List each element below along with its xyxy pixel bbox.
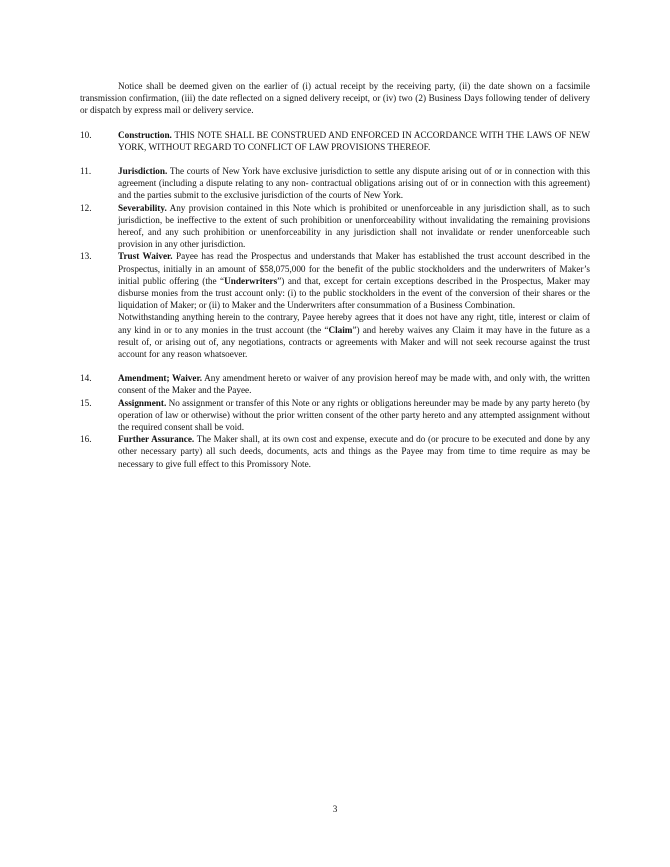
section-10-construction xyxy=(80,129,590,153)
section-number: 14. xyxy=(80,373,92,384)
section-text: Any amendment hereto or waiver of any provision hereof may be made with, and only with, the written consent of the Maker and the Payee. xyxy=(118,373,590,396)
section-number: 10. xyxy=(80,129,92,140)
section-number: 16. xyxy=(80,434,92,445)
section-number: 13. xyxy=(80,251,92,262)
section-heading: Further Assurance. xyxy=(118,434,195,445)
section-text: Any provision contained in this Note which is prohibited or unenforceable in any jurisdiction shall, as to such jurisdiction, be ineffective to the extent of such prohibition or unenforceability without invalidating the remaining provisions hereof, and any such prohibition or unenforceability in any jurisdiction shall not invalidate or render unenforceable such provision in any other jurisdiction. xyxy=(118,202,590,250)
section-heading: Amendment; Waiver. xyxy=(118,373,202,384)
document-page xyxy=(80,80,590,470)
section-14-amendment-waiver xyxy=(80,372,590,396)
section-heading: Assignment. xyxy=(118,397,167,408)
section-text: The Maker shall, at its own cost and expense, execute and do (or procure to be executed and done by any other necessary party) all such deeds, documents, acts and things as the Payee may from time to time require as may be necessary to give full effect to this Promissory Note. xyxy=(118,434,590,469)
page-number: 3 xyxy=(332,804,338,814)
section-text: The courts of New York have exclusive jurisdiction to settle any dispute arising out of or in connection with this agreement (including a dispute relating to any non- contractual obligations arising out of or in connection with this agreement) and the parties submit to the exclusive jurisdiction of the courts of New York. xyxy=(118,166,590,201)
trust-waiver-paragraph-2: Notwithstanding anything herein to the contrary, Payee hereby agrees that it does not have any right, title, interest or claim of any kind in or to any monies in the trust account (the “Claim”) and hereby waives any Claim it may have in the future as a result of, or arising out of, any negotiations, contracts or agreements with Maker and will not seek recourse against the trust account for any reason whatsoever. xyxy=(118,312,591,360)
section-number: 15. xyxy=(80,397,92,408)
section-heading: Severability. xyxy=(118,202,167,213)
section-heading: Construction. xyxy=(118,129,172,140)
section-12-severability xyxy=(80,202,590,251)
section-text: No assignment or transfer of this Note or any rights or obligations hereunder may be made by any party hereto (by operation of law or otherwise) without the prior written consent of the other party hereto and any attempted assignment without the required consent shall be void. xyxy=(118,397,591,433)
defined-term-underwriters: Underwriters xyxy=(224,275,278,286)
section-number: 11. xyxy=(80,166,92,177)
section-heading: Trust Waiver. xyxy=(118,251,173,262)
defined-term-claim: Claim xyxy=(328,324,353,335)
section-heading: Jurisdiction. xyxy=(118,166,168,177)
section-16-further-assurance xyxy=(80,433,590,470)
section-11-jurisdiction xyxy=(80,165,590,202)
section-13-trust-waiver xyxy=(80,250,590,360)
section-text: THIS NOTE SHALL BE CONSTRUED AND ENFORCED IN ACCORDANCE WITH THE LAWS OF NEW YORK, WITHOUT REGARD TO CONFLICT OF LAW PROVISIONS THEREOF. xyxy=(118,129,590,152)
section-15-assignment xyxy=(80,397,590,434)
trust-waiver-paragraph-1: Trust Waiver. Payee has read the Prospectus and understands that Maker has established the trust account described in the Prospectus, initially in an amount of $58,075,000 for the benefit of the public stockholders and the underwriters of Maker’s initial public offering (the “Underwriters”) and that, except for certain exceptions described in the Prospectus, Maker may disburse monies from the trust account only: (i) to the public stockholders in the event of the conversion of their shares or the liquidation of Maker; or (ii) to Maker and the Underwriters after consummation of a Business Combination. xyxy=(118,251,590,311)
section-number: 12. xyxy=(80,202,92,213)
notice-paragraph: Notice shall be deemed given on the earlier of (i) actual receipt by the receiving party, (ii) the date shown on a facsimile transmission confirmation, (iii) the date reflected on a signed delivery receipt, or (iv) two (2) Business Days following tender of delivery or dispatch by express mail or delivery service. xyxy=(80,81,590,116)
